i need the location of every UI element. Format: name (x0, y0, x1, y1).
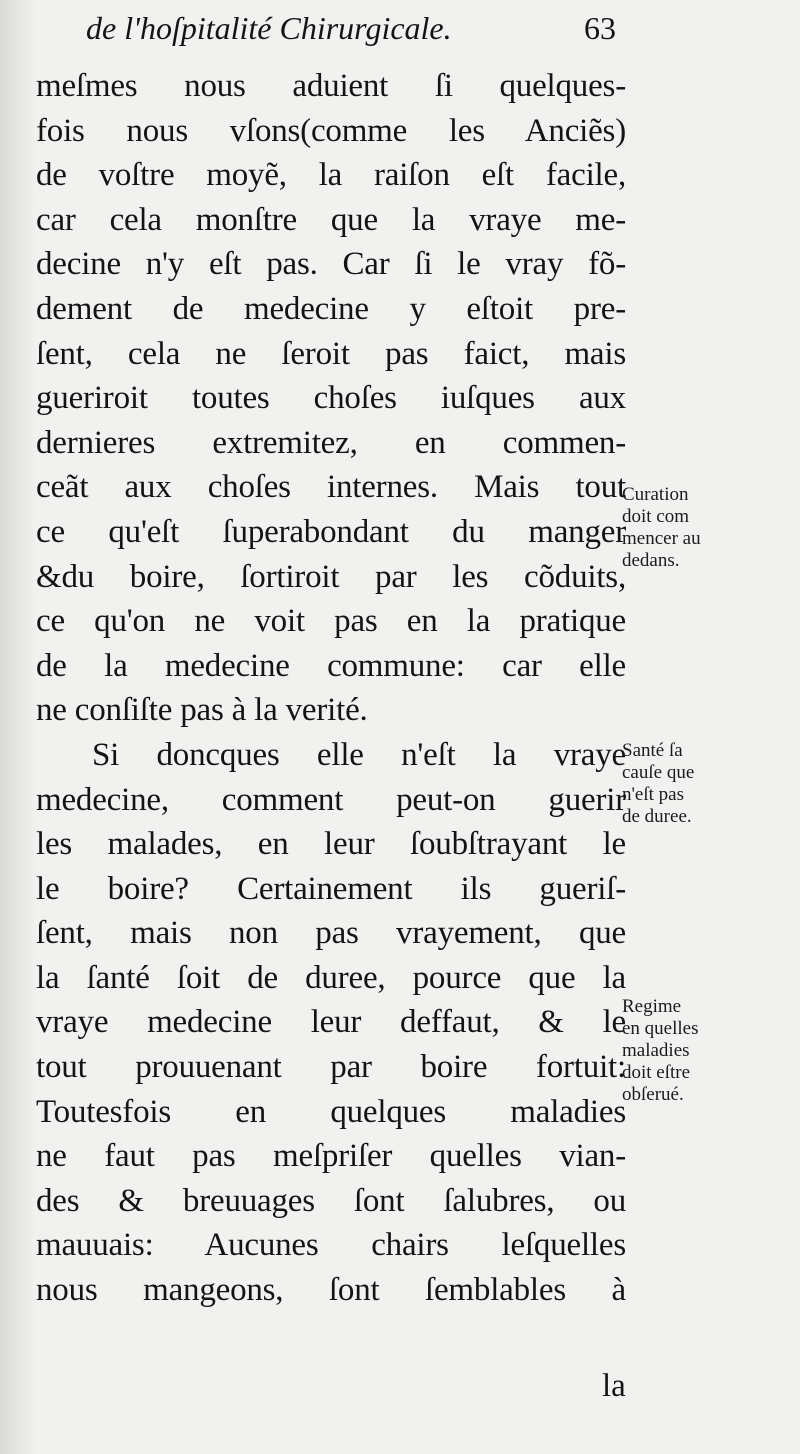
text-line: ce qu'on ne voit pas en la pratique (36, 603, 626, 640)
paragraph-start-line: Si doncques elle n'eſt la vraye (92, 736, 626, 773)
text-line: des & breuuages ſont ſalubres, ou (36, 1182, 626, 1219)
text-line: vraye medecine leur deffaut, & le (36, 1004, 626, 1041)
text-line: car cela monſtre que la vraye me- (36, 201, 626, 238)
sidenote-line: en quelles (622, 1018, 699, 1039)
sidenote-line: Santé ſa (622, 740, 683, 761)
sidenote-line: maladies (622, 1040, 690, 1061)
text-line: &du boire, ſortiroit par les cõduits, (36, 558, 626, 595)
text-line: medecine, comment peut-on guerir (36, 781, 626, 818)
text-line: ne conſiſte pas à la verité. (36, 692, 368, 729)
text-line: ſent, mais non pas vrayement, que (36, 915, 626, 952)
catchword: la (602, 1368, 626, 1404)
text-line: de voſtre moyẽ, la raiſon eſt facile, (36, 157, 626, 194)
text-line: meſmes nous aduient ſi quelques- (36, 68, 626, 104)
text-line: nous mangeons, ſont ſemblables à (36, 1272, 626, 1309)
sidenote-line: mencer au (622, 528, 701, 549)
text-line: mauuais: Aucunes chairs leſquelles (36, 1227, 626, 1264)
text-line: les malades, en leur ſoubſtrayant le (36, 826, 626, 863)
text-line: le boire? Certainement ils gueriſ- (36, 870, 626, 907)
text-line: Toutesfois en quelques maladies (36, 1093, 626, 1130)
body-text (36, 64, 626, 1313)
sidenote-line: cauſe que (622, 762, 695, 783)
running-head: de l'hoſpitalité Chirurgicale. (86, 10, 452, 46)
text-line: ne faut pas meſpriſer quelles vian- (36, 1138, 626, 1175)
sidenote-line: doit com (622, 506, 690, 527)
text-line: la ſanté ſoit de duree, pource que la (36, 959, 626, 996)
text-line: decine n'y eſt pas. Car ſi le vray fõ- (36, 246, 626, 283)
gutter-shadow (0, 0, 36, 1454)
sidenote-line: doit eſtre (622, 1062, 691, 1083)
text-line: ſent, cela ne ſeroit pas faict, mais (36, 335, 626, 372)
sidenote-line: obſerué. (622, 1084, 684, 1105)
sidenote-line: dedans. (622, 550, 680, 571)
sidenote-line: Curation (622, 484, 689, 505)
sidenote-line: de duree. (622, 806, 692, 827)
bleed-through-text (625, 60, 800, 1420)
page-number: 63 (584, 10, 616, 46)
text-line: dernieres extremitez, en commen- (36, 424, 626, 461)
text-line: fois nous vſons(comme les Anciẽs) (36, 112, 626, 149)
text-line: tout prouuenant par boire fortuit: (36, 1049, 626, 1086)
text-line: ce qu'eſt ſuperabondant du manger (36, 513, 626, 550)
sidenote-line: Regime (622, 996, 682, 1017)
text-line: ceãt aux choſes internes. Mais tout (36, 469, 626, 506)
text-line: dement de medecine y eſtoit pre- (36, 290, 626, 327)
sidenote-line: n'eſt pas (622, 784, 684, 805)
text-line: de la medecine commune: car elle (36, 647, 626, 684)
page-header (86, 8, 616, 48)
text-line: gueriroit toutes choſes iuſques aux (36, 380, 626, 417)
